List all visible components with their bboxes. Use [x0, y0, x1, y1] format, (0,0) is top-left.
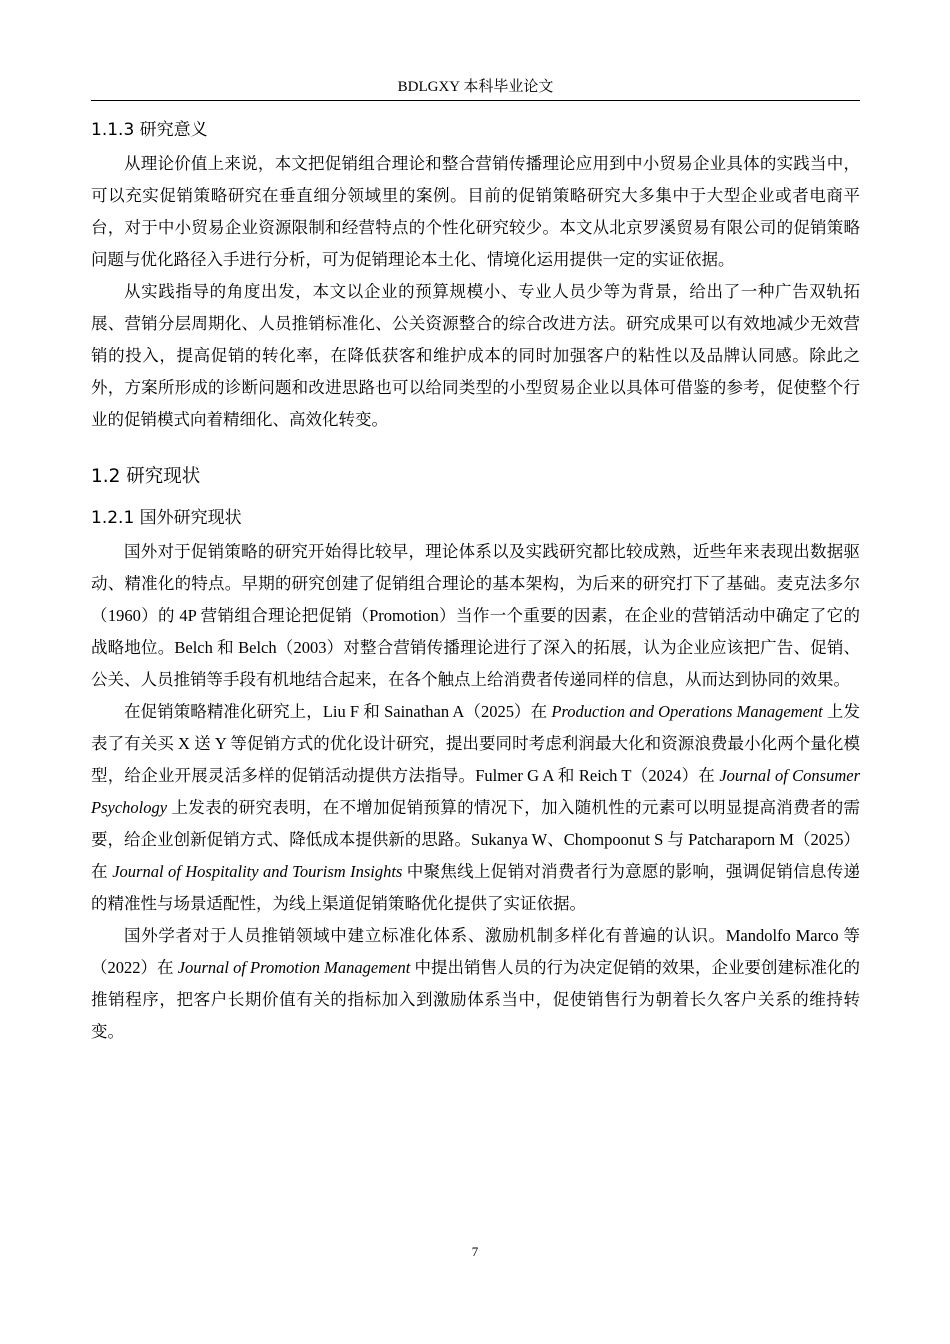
text-run: 中提出销售人员的行为决定促销的效果，企业要创建标准化的推销程序，把客户长期价值有关的指标加入到激励体系当中，促使销售行为朝着长久客户关系的维持转变。	[91, 958, 861, 1041]
text-run: 国外学者对于人员推销领域中建立标准化体系、激励机制多样化有普遍的认识。Mandolfo Marco 等（2022）在	[91, 926, 860, 977]
text-run: 上发表了有关买 X 送 Y 等促销方式的优化设计研究，提出要同时考虑利润最大化和资源浪费最小化两个量化模型，给企业开展灵活多样的促销活动提供方法指导。Fulmer G A 和 Reich T（2024）在	[91, 702, 860, 785]
text-run: 中聚焦线上促销对消费者行为意愿的影响，强调促销信息传递的精准性与场景适配性，为线上渠道促销策略优化提供了实证依据。	[91, 862, 861, 913]
page-number: 7	[471, 1244, 479, 1259]
paragraph-foreign-research-overview: 国外对于促销策略的研究开始得比较早，理论体系以及实践研究都比较成熟，近些年来表现出数据驱动、精准化的特点。早期的研究创建了促销组合理论的基本架构，为后来的研究打下了基础。麦克法多尔（1960）的 4P 营销组合理论把促销（Promotion）当作一个重要的因素，在企业的营销活动中确定了它的战略地位。Belch 和 Belch（2003）对整合营销传播理论进行了深入的拓展，认为企业应该把广告、促销、公关、人员推销等手段有机地结合起来，在各个触点上给消费者传递同样的信息，从而达到协同的效果。	[91, 542, 860, 689]
running-header: BDLGXY 本科毕业论文	[397, 79, 554, 95]
header-rule	[91, 100, 860, 101]
journal-title: Journal of Consumer Psychology	[91, 766, 861, 817]
journal-title: Production and Operations Management	[551, 702, 823, 721]
text-run: 在促销策略精准化研究上，Liu F 和 Sainathan A（2025）在	[124, 702, 552, 721]
paragraph-practical-value: 从实践指导的角度出发，本文以企业的预算规模小、专业人员少等为背景，给出了一种广告双轨拓展、营销分层周期化、人员推销标准化、公关资源整合的综合改进方法。研究成果可以有效地减少无效营销的投入，提高促销的转化率，在降低获客和维护成本的同时加强客户的粘性以及品牌认同感。除此之外，方案所形成的诊断问题和改进思路也可以给同类型的小型贸易企业以具体可借鉴的参考，促使整个行业的促销模式向着精细化、高效化转变。	[91, 282, 860, 429]
journal-title: Journal of Hospitality and Tourism Insights	[112, 862, 403, 881]
section-heading-1-2-1: 1.2.1 国外研究现状	[91, 508, 242, 528]
text-run: 上发表的研究表明，在不增加促销预算的情况下，加入随机性的元素可以明显提高消费者的需要，给企业创新促销方式、降低成本提供新的思路。Sukanya W、Chompoonut S 与 Patcharaporn M（2025）在	[91, 798, 860, 881]
page-content	[91, 114, 860, 1048]
paragraph-theoretical-value: 从理论价值上来说，本文把促销组合理论和整合营销传播理论应用到中小贸易企业具体的实践当中，可以充实促销策略研究在垂直细分领域里的案例。目前的促销策略研究大多集中于大型企业或者电商平台，对于中小贸易企业资源限制和经营特点的个性化研究较少。本文从北京罗溪贸易有限公司的促销策略问题与优化路径入手进行分析，可为促销理论本土化、情境化运用提供一定的实证依据。	[91, 154, 860, 269]
section-heading-1-2: 1.2 研究现状	[91, 466, 201, 487]
section-heading-1-1-3: 1.1.3 研究意义	[91, 120, 208, 140]
paragraph-personal-selling-research	[91, 920, 860, 1048]
paragraph-promotion-precision-research	[91, 696, 860, 920]
journal-title: Journal of Promotion Management	[177, 958, 411, 977]
